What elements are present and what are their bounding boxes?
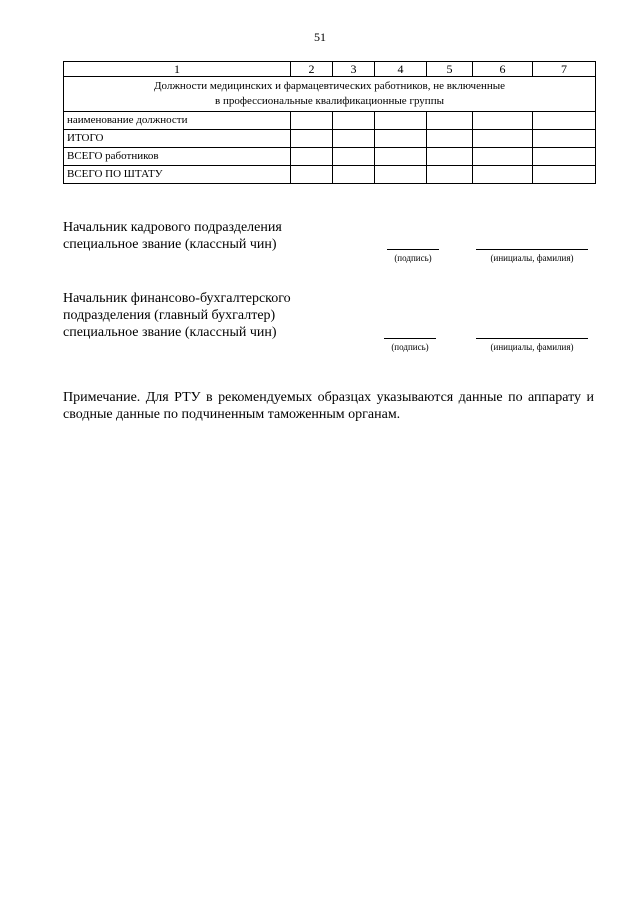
group-title-line1: Должности медицинских и фармацевтических работников, не включенные bbox=[153, 80, 506, 92]
column-number: 2 bbox=[291, 62, 333, 77]
finance-head-title: Начальник финансово-бухгалтерского bbox=[63, 291, 291, 306]
note-paragraph: Примечание. Для РТУ в рекомендуемых образцах указываются данные по аппарату и сводные данные по подчиненным таможенным органам. bbox=[63, 390, 594, 422]
row-label: ИТОГО bbox=[64, 130, 291, 148]
table-row bbox=[64, 112, 596, 130]
column-number: 3 bbox=[333, 62, 375, 77]
page-number: 51 bbox=[314, 30, 326, 44]
column-number: 4 bbox=[375, 62, 427, 77]
hr-name-field: (инициалы, фамилия) bbox=[476, 249, 588, 263]
row-label: наименование должности bbox=[64, 112, 291, 130]
table-row bbox=[64, 130, 596, 148]
column-number-row bbox=[64, 62, 596, 77]
column-number: 1 bbox=[64, 62, 291, 77]
column-number: 6 bbox=[473, 62, 533, 77]
row-label: ВСЕГО работников bbox=[64, 148, 291, 166]
finance-head-signature-block bbox=[63, 290, 291, 341]
finance-signature-field: (подпись) bbox=[384, 338, 436, 352]
staffing-table bbox=[63, 61, 596, 184]
group-title bbox=[64, 77, 596, 112]
finance-head-subtitle: подразделения (главный бухгалтер) bbox=[63, 308, 276, 323]
group-title-line2: в профессиональные квалификационные группы bbox=[215, 95, 444, 107]
table-row bbox=[64, 166, 596, 184]
row-label: ВСЕГО ПО ШТАТУ bbox=[64, 166, 291, 184]
finance-head-rank: специальное звание (классный чин) bbox=[63, 325, 277, 340]
column-number: 7 bbox=[533, 62, 596, 77]
hr-head-rank: специальное звание (классный чин) bbox=[63, 237, 277, 252]
hr-signature-field: (подпись) bbox=[387, 249, 439, 263]
table-row bbox=[64, 148, 596, 166]
group-header-row bbox=[64, 77, 596, 112]
hr-head-signature-block bbox=[63, 219, 282, 253]
finance-name-field: (инициалы, фамилия) bbox=[476, 338, 588, 352]
column-number: 5 bbox=[427, 62, 473, 77]
hr-head-title: Начальник кадрового подразделения bbox=[63, 220, 282, 235]
